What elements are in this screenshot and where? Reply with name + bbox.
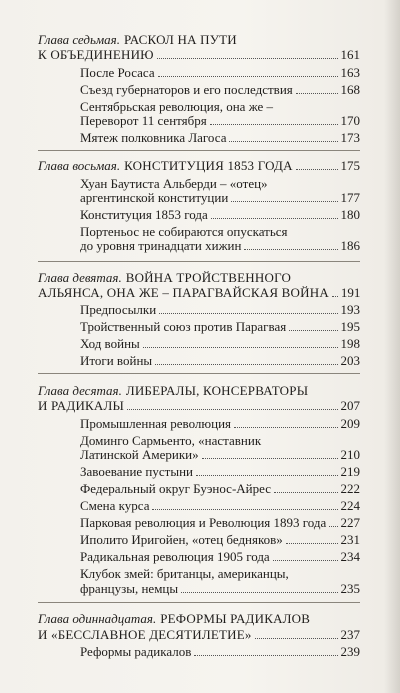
toc-entry[interactable] [80, 515, 360, 531]
chapter-label: Глава седьмая. [38, 32, 120, 47]
dot-leader [196, 475, 338, 476]
page-number: 203 [340, 353, 360, 368]
entry-title: Реформы радикалов [80, 644, 192, 659]
chapter-heading-continued[interactable] [38, 627, 360, 643]
entry-title-line2: Латинской Америки» [80, 447, 199, 462]
entry-title: Промышленная революция [80, 416, 232, 431]
chapter-title-line2: АЛЬЯНСА, ОНА ЖЕ – ПАРАГВАЙСКАЯ ВОЙНА [38, 285, 329, 300]
page-number: 235 [340, 581, 360, 596]
chapter-heading-text [38, 32, 237, 48]
chapter-label: Глава одиннадцатая. [38, 611, 157, 626]
entry-title: Радикальная революция 1905 года [80, 549, 270, 564]
dot-leader [181, 592, 337, 593]
toc-entry[interactable] [80, 644, 360, 660]
chapter-heading-continued[interactable] [38, 47, 360, 63]
entry-title-line1: Портеньос не собираются опускаться [80, 224, 288, 239]
dot-leader [231, 201, 337, 202]
dot-leader [286, 543, 338, 544]
dot-leader [210, 124, 338, 125]
chapter-divider [38, 150, 360, 151]
toc-entry[interactable] [80, 353, 360, 369]
page-number: 234 [340, 549, 360, 564]
page-number: 177 [340, 190, 360, 205]
page-number: 224 [340, 498, 360, 513]
dot-leader [202, 458, 338, 459]
toc-entry[interactable] [80, 319, 360, 335]
page-number: 227 [340, 515, 360, 530]
chapter-label: Глава десятая. [38, 383, 122, 398]
chapter-heading[interactable] [38, 32, 360, 48]
entry-title-line1: Клубок змей: британцы, американцы, [80, 566, 289, 581]
page-number: 219 [340, 464, 360, 479]
toc-entry[interactable] [80, 302, 360, 318]
chapter-heading[interactable] [38, 158, 360, 174]
chapter-divider [38, 261, 360, 262]
chapter-title: РЕФОРМЫ РАДИКАЛОВ [160, 611, 311, 626]
dot-leader [143, 347, 338, 348]
chapter-title: ЛИБЕРАЛЫ, КОНСЕРВАТОРЫ [125, 383, 309, 398]
page-number: 231 [340, 532, 360, 547]
chapter-divider [38, 602, 360, 603]
page-gutter-shadow [384, 0, 400, 693]
chapter-heading[interactable] [38, 383, 360, 399]
chapter-title-line2: И РАДИКАЛЫ [38, 398, 125, 413]
page-number: 180 [340, 207, 360, 222]
dot-leader [244, 249, 337, 250]
chapter-divider [38, 373, 360, 374]
entry-title-line2: Переворот 11 сентября [80, 113, 207, 128]
dot-leader [229, 141, 337, 142]
chapter-heading-text [38, 383, 308, 399]
dot-leader [234, 427, 337, 428]
dot-leader [158, 76, 338, 77]
page-number: 186 [340, 238, 360, 253]
dot-leader [155, 364, 337, 365]
entry-title-line1: Доминго Сармьенто, «наставник [80, 433, 262, 448]
toc-entry[interactable] [80, 416, 360, 432]
chapter-heading-text [38, 611, 310, 627]
entry-title-line2: французы, немцы [80, 581, 179, 596]
toc-entry[interactable] [80, 238, 360, 254]
toc-entry[interactable] [80, 532, 360, 548]
toc-entry[interactable] [80, 65, 360, 81]
chapter-title-line2: И «БЕССЛАВНОЕ ДЕСЯТИЛЕТИЕ» [38, 627, 252, 642]
chapter-heading-text [38, 270, 291, 286]
page-number: 198 [340, 336, 360, 351]
dot-leader [255, 638, 338, 639]
chapter-heading[interactable] [38, 270, 360, 286]
dot-leader [159, 313, 337, 314]
entry-title: Парковая революция и Революция 1893 года [80, 515, 327, 530]
dot-leader [157, 58, 338, 59]
entry-title: После Росаса [80, 65, 155, 80]
chapter-title: КОНСТИТУЦИЯ 1853 ГОДА [124, 158, 293, 173]
dot-leader [274, 492, 338, 493]
entry-title: Съезд губернаторов и его последствия [80, 82, 293, 97]
page-number: 168 [340, 82, 360, 97]
dot-leader [127, 409, 337, 410]
toc-entry[interactable] [80, 464, 360, 480]
page-number: 193 [340, 302, 360, 317]
toc-entry[interactable] [80, 549, 360, 565]
dot-leader [329, 526, 337, 527]
dot-leader [152, 509, 337, 510]
entry-title: Иполито Иригойен, «отец бедняков» [80, 532, 283, 547]
page-number: 239 [340, 644, 360, 659]
page-number: 170 [340, 113, 360, 128]
entry-title: Предпосылки [80, 302, 157, 317]
entry-title: Конституция 1853 года [80, 207, 208, 222]
dot-leader [296, 93, 338, 94]
page-number: 161 [340, 47, 360, 62]
dot-leader [289, 330, 337, 331]
page-number: 175 [340, 158, 360, 173]
chapter-heading[interactable] [38, 611, 360, 627]
entry-title: Мятеж полковника Лагоса [80, 130, 227, 145]
dot-leader [273, 560, 338, 561]
entry-title: Завоевание пустыни [80, 464, 193, 479]
entry-title-line1: Хуан Баутиста Альберди – «отец» [80, 176, 268, 191]
chapter-heading-continued[interactable] [38, 285, 360, 301]
chapter-title-line2: К ОБЪЕДИНЕНИЮ [38, 47, 154, 62]
entry-title: Итоги войны [80, 353, 153, 368]
toc-entry[interactable] [80, 481, 360, 497]
chapter-heading-text [38, 158, 293, 174]
page-number: 210 [340, 447, 360, 462]
entry-title: Смена курса [80, 498, 150, 513]
toc-entry[interactable] [80, 336, 360, 352]
dot-leader [296, 169, 338, 170]
dot-leader [194, 655, 337, 656]
entry-title: Федеральный округ Буэнос-Айрес [80, 481, 271, 496]
page-number: 237 [340, 627, 360, 642]
entry-title: Тройственный союз против Парагвая [80, 319, 287, 334]
dot-leader [211, 218, 338, 219]
entry-title-line1: Сентябрьская революция, она же – [80, 99, 274, 114]
page-number: 191 [340, 285, 361, 300]
entry-title-line2: аргентинской конституции [80, 190, 229, 205]
chapter-heading-continued[interactable] [38, 398, 360, 414]
toc-entry[interactable] [80, 207, 360, 223]
page-number: 222 [340, 481, 360, 496]
toc-entry[interactable] [80, 130, 360, 146]
page-number: 207 [340, 398, 360, 413]
page-number: 173 [340, 130, 360, 145]
dot-leader [332, 296, 338, 297]
chapter-title: РАСКОЛ НА ПУТИ [123, 32, 237, 47]
toc-entry[interactable] [80, 447, 360, 463]
toc-entry[interactable] [80, 581, 360, 597]
toc-entry[interactable] [80, 113, 360, 129]
page-number: 163 [340, 65, 360, 80]
page-number: 209 [340, 416, 360, 431]
entry-title-line2: до уровня тринадцати хижин [80, 238, 242, 253]
chapter-title: ВОЙНА ТРОЙСТВЕННОГО [125, 270, 292, 285]
toc-entry[interactable] [80, 190, 360, 206]
toc-entry[interactable] [80, 82, 360, 98]
entry-title: Ход войны [80, 336, 140, 351]
chapter-label: Глава восьмая. [38, 158, 121, 173]
page-number: 195 [340, 319, 360, 334]
toc-entry[interactable] [80, 498, 360, 514]
chapter-label: Глава девятая. [38, 270, 122, 285]
